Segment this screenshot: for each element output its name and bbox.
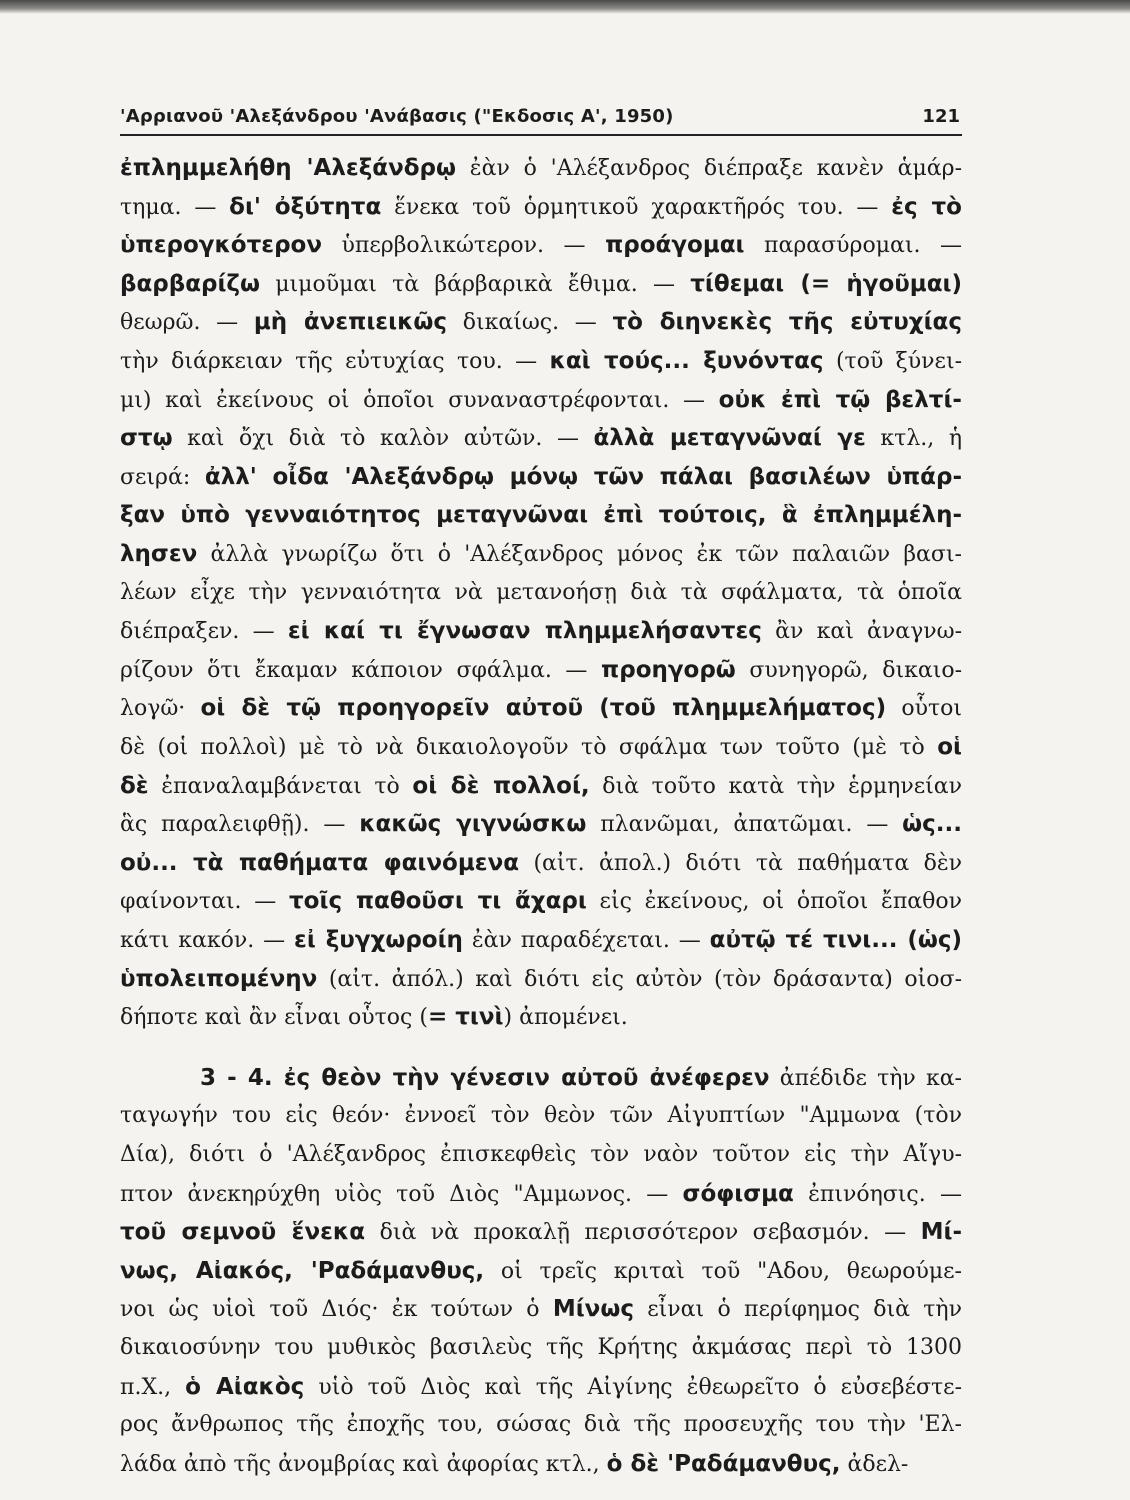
lemma-text: ἀλλὰ μεταγνῶναί γε [593,425,866,452]
text-line [120,1096,962,1136]
gloss-text: ἐὰν παραδέχεται. — [462,928,710,953]
lemma-text: δὲ [120,772,149,799]
text-line [120,225,962,265]
lemma-text: μὴ ἀνεπιεικῶς [253,309,448,336]
gloss-text: εἰς ἐκείνους, οἱ ὁποῖοι ἔπαθον [586,889,963,915]
lemma-text: καὶ τούς... ξυνόντας [549,348,824,374]
lemma-text: ἐπλημμελήθη 'Αλεξάνδρῳ [120,155,457,181]
text-line [120,264,962,304]
scan-top-edge [0,0,1130,14]
text-line [120,804,962,844]
text-line [120,1328,962,1368]
gloss-text: ταγωγήν του εἰς θεόν· ἐννοεῖ τὸν θεὸν τῶν Αἰγυπτίων "Αμμωνα (τὸν [120,1103,962,1129]
gloss-text: ) ἀπομένει. [503,1005,628,1031]
lemma-text: ὁ Αἰακὸς [185,1373,305,1400]
lemma-text: οὐ... τὰ παθήματα φαινόμενα [120,849,520,876]
lemma-text: ἐς τὸ [891,193,962,220]
lemma-text: λησεν [120,541,198,567]
lemma-text: στῳ [120,425,173,452]
gloss-text: εἶναι ὁ περίφημος διὰ τὴν [633,1297,962,1323]
gloss-text: π.Χ., [120,1374,186,1400]
lemma-text: εἰ ξυγχωροίη [294,927,463,953]
lemma-text: νως, Αἰακός, 'Ραδάμανθυς, [120,1257,485,1284]
gloss-text: νοι ὡς υἱοὶ τοῦ Διός· ἐκ τούτων ὁ [120,1297,553,1323]
gloss-text: Δία), διότι ὁ 'Αλέξανδρος ἐπισκεφθεὶς τὸν ναὸν τοῦτον εἰς τὴν Αἴγυ- [120,1142,962,1167]
text-line [200,1058,962,1098]
gloss-text: λογῶ· [120,696,201,722]
text-line [120,727,962,767]
gloss-text: διὰ τοῦτο κατὰ τὴν ἑρμηνείαν [589,773,962,799]
text-line [120,766,962,806]
text-line [120,1135,962,1175]
gloss-text: ἐπινόησις. — [793,1181,962,1207]
lemma-text: σόφισμα [682,1180,794,1207]
text-line [120,187,962,227]
text-line [120,457,962,497]
text-line [120,1444,962,1484]
gloss-text: πλανῶμαι, ἀπατῶμαι. — [586,812,903,838]
text-line [120,1367,962,1407]
text-line [120,418,962,458]
text-line [120,148,962,188]
lemma-text: κακῶς γιγνώσκω [359,811,587,838]
text-line [120,495,962,535]
gloss-text: ρίζουν ὅτι ἔκαμαν κάποιον σφάλμα. — [120,657,602,683]
gloss-text: διέπραξεν. — [120,619,288,645]
text-line [120,1174,962,1214]
gloss-text: δικαίως. — [447,310,613,336]
lemma-text: τοῦ σεμνοῦ ἕνεκα [120,1219,366,1246]
gloss-text: πτον ἀνεκηρύχθη υἱὸς τοῦ Διὸς "Αμμωνος. — [120,1181,683,1207]
text-line [120,1212,962,1252]
lemma-text: ὑπολειπομένην [120,965,318,992]
lemma-text: ὁ δὲ 'Ραδάμανθυς, [606,1450,841,1477]
gloss-text: ἀδελ- [840,1451,909,1477]
gloss-text: δικαιοσύνην του μυθικὸς βασιλεὺς τῆς Κρήτης ἀκμάσας περὶ τὸ 1300 [120,1335,962,1360]
lemma-text: ὑπερογκότερον [120,232,323,259]
gloss-text: ἐὰν ὁ 'Αλέξανδρος διέπραξε κανὲν ἁμάρ- [456,156,963,181]
lemma-text: = τινὶ [427,1004,504,1031]
lemma-text: τὸ διηνεκὲς τῆς εὐτυχίας [612,309,962,336]
lemma-text: οἱ δὲ τῷ προηγορεῖν αὐτοῦ (τοῦ πλημμελήματος) [200,695,887,722]
gloss-text: μι) καὶ ἐκείνους οἱ ὁποῖοι συναναστρέφονται. — [120,387,719,413]
gloss-text: καὶ ὄχι διὰ τὸ καλὸν αὐτῶν. — [172,426,594,452]
gloss-text: κάτι κακόν. — [120,928,295,953]
text-line [120,843,962,883]
lemma-text: δι' ὀξύτητα [229,193,382,220]
text-line [120,1289,962,1329]
lemma-text: ξαν ὑπὸ γενναιότητος μεταγνῶναι ἐπὶ τούτοις, ἃ ἐπλημμέλη- [120,502,962,529]
gloss-text: ἕνεκα τοῦ ὁρμητικοῦ χαρακτῆρός του. — [381,194,892,220]
gloss-text: ἀπέδιδε τὴν κα- [769,1065,962,1091]
gloss-text: υἱὸ τοῦ Διὸς καὶ τῆς Αἰγίνης ἐθεωρεῖτο ὁ εὐσεβέστε- [304,1374,963,1400]
gloss-text: ἂν καὶ ἀναγνω- [761,619,963,645]
gloss-text: (αἰτ. ἀπόλ.) καὶ διότι εἰς αὐτὸν (τὸν δράσαντα) οἰοσ- [317,966,962,992]
gloss-text: (αἰτ. ἀπολ.) διότι τὰ παθήματα δὲν [519,850,962,876]
gloss-text: δήποτε καὶ ἂν εἶναι οὗτος ( [120,1005,428,1031]
gloss-text: ἐπαναλαμβάνεται τὸ [148,773,413,799]
text-line [120,573,962,613]
lemma-text: αὐτῷ τέ τινι... (ὡς) [709,927,962,953]
lemma-text: οὐκ ἐπὶ τῷ βελτί- [718,386,962,413]
text-line [120,1251,962,1291]
gloss-text: οὗτοι [886,696,962,722]
gloss-text: λάδα ἀπὸ τῆς ἀνομβρίας καὶ ἀφορίας κτλ., [120,1451,607,1477]
gloss-text: παρασύρομαι. — [744,233,963,259]
text-line [120,650,962,690]
text-line [120,997,962,1037]
page-number: 121 [922,106,960,127]
gloss-text: σειρά: [120,464,205,490]
text-line [120,341,962,381]
gloss-text: ἀλλὰ γνωρίζω ὅτι ὁ 'Αλέξανδρος μόνος ἐκ τῶν παλαιῶν βασι- [197,542,962,567]
gloss-text: τὴν διάρκειαν τῆς εὐτυχίας του. — [120,349,550,374]
text-line [120,959,962,999]
gloss-text: συνηγορῶ, δικαιο- [735,657,962,683]
lemma-text: ἀλλ' οἶδα 'Αλεξάνδρῳ μόνῳ τῶν πάλαι βασιλέων ὑπάρ- [204,463,962,490]
lemma-text: τοῖς παθοῦσι τι ἄχαρι [289,888,587,915]
gloss-text: ρος ἄνθρωπος τῆς ἐποχῆς του, σώσας διὰ τῆς προσευχῆς του τὴν 'Ελ- [120,1412,962,1438]
text-line [120,380,962,420]
gloss-text: θεωρῶ. — [120,310,254,336]
text-line [120,920,962,960]
gloss-text: μιμοῦμαι τὰ βάρβαρικὰ ἔθιμα. — [260,271,691,297]
lemma-text: εἰ καί τι ἔγνωσαν πλημμελήσαντες [287,618,762,645]
text-line [120,302,962,342]
text-line [120,534,962,574]
gloss-text: διὰ νὰ προκαλῇ περισσότερον σεβασμόν. — [365,1220,921,1246]
text-line [120,881,962,921]
lemma-text: Μίνως [552,1296,634,1323]
text-line [120,1405,962,1445]
gloss-text: φαίνονται. — [120,889,289,915]
text-line [120,611,962,651]
gloss-text: οἱ τρεῖς κριταὶ τοῦ "Αδου, θεωρούμε- [484,1258,962,1284]
text-line [120,688,962,728]
lemma-text: προάγομαι [605,232,745,259]
gloss-text: (τοῦ ξύνει- [823,349,963,374]
lemma-text: Μί- [920,1219,962,1246]
gloss-text: τημα. — [120,194,230,220]
lemma-text: τίθεμαι (= ἡγοῦμαι) [690,270,962,297]
lemma-text: προηγορῶ [601,656,736,683]
gloss-text: ἃς παραλειφθῇ). — [120,812,360,838]
gloss-text: ὑπερβολικώτερον. — [322,233,606,259]
lemma-text: οἱ [937,734,962,760]
lemma-text: ὡς... [902,811,963,838]
lemma-text: βαρβαρίζω [120,270,260,297]
gloss-text: κτλ., ἡ [865,426,962,452]
gloss-text: λέων εἶχε τὴν γενναιότητα νὰ μετανοήσῃ διὰ τὰ σφάλματα, τὰ ὁποῖα [120,579,962,605]
lemma-text: οἱ δὲ πολλοί, [412,772,590,799]
lemma-text: 3 - 4. ἐς θεὸν τὴν γένεσιν αὐτοῦ ἀνέφερεν [200,1064,770,1091]
running-title: 'Αρριανοῦ 'Αλεξάνδρου 'Ανάβασις ("Εκδοσις Α', 1950) [120,106,674,127]
gloss-text: δὲ (οἱ πολλοὶ) μὲ τὸ νὰ δικαιολογοῦν τὸ σφάλμα των τοῦτο (μὲ τὸ [120,735,938,760]
page-header [120,104,962,136]
